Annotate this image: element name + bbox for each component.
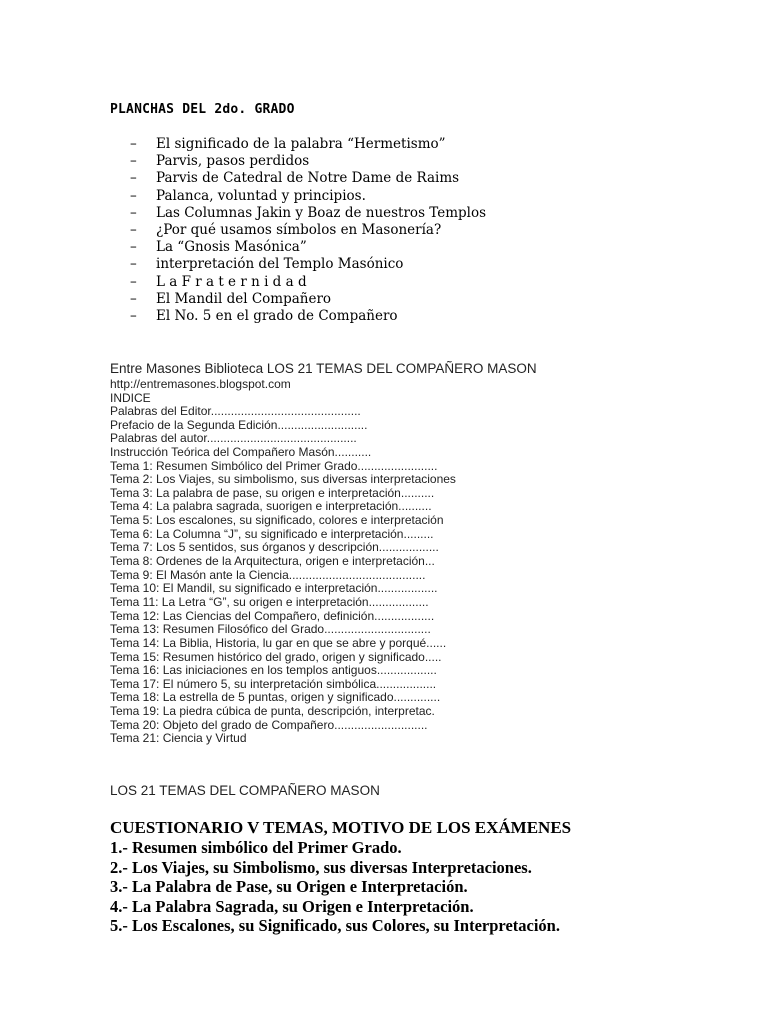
list-item	[130, 239, 486, 256]
list-item	[130, 153, 486, 170]
list-item	[130, 136, 486, 153]
cuestionario-title: CUESTIONARIO V TEMAS, MOTIVO DE LOS EXÁMENES	[110, 818, 572, 837]
list-item-text: Parvis, pasos perdidos	[156, 153, 310, 170]
list-item-text: El No. 5 en el grado de Compañero	[156, 307, 398, 324]
toc-entry: Tema 19: La piedra cúbica de punta, descripción, interpretac.	[110, 704, 435, 719]
list-item	[130, 170, 486, 187]
list-item: 2.- Los Viajes, su Simbolismo, sus diversas Interpretaciones.	[110, 857, 532, 877]
planchas-title: PLANCHAS DEL 2do. GRADO	[110, 102, 295, 117]
list-item	[130, 308, 486, 325]
list-item	[130, 188, 486, 205]
toc-entry: Tema 5: Los escalones, su significado, colores e interpretación	[110, 513, 444, 528]
toc-entry: Tema 18: La estrella de 5 puntas, origen y significado..............	[110, 690, 441, 705]
toc-entry: Tema 7: Los 5 sentidos, sus órganos y descripción..................	[110, 540, 439, 555]
toc-entry: Tema 21: Ciencia y Virtud	[110, 731, 247, 746]
list-item-text: La “Gnosis Masónica”	[156, 239, 307, 256]
toc-entry: Tema 6: La Columna “J”, su significado e interpretación.........	[110, 526, 434, 541]
toc-entry: Tema 15: Resumen histórico del grado, origen y significado.....	[110, 649, 442, 664]
dash-bullet: –	[130, 153, 137, 170]
dash-bullet: –	[130, 187, 137, 204]
toc-entry: Tema 1: Resumen Simbólico del Primer Grado........................	[110, 458, 438, 473]
toc-entry: Tema 10: El Mandil, su significado e interpretación..................	[110, 581, 438, 596]
dash-bullet: –	[130, 273, 137, 290]
list-item-text: L a F r a t e r n i d a d	[156, 273, 307, 290]
toc-entry: Tema 11: La Letra “G”, su origen e interpretación..................	[110, 594, 429, 609]
toc-entry: Tema 16: Las iniciaciones en los templos antiguos..................	[110, 663, 437, 678]
list-item-text: Palanca, voluntad y principios.	[156, 187, 366, 204]
list-item: 1.- Resumen simbólico del Primer Grado.	[110, 838, 402, 857]
table-of-contents	[110, 405, 537, 746]
toc-entry: Tema 14: La Biblia, Historia, lu gar en que se abre y porqué......	[110, 635, 447, 650]
toc-entry: Instrucción Teórica del Compañero Masón...........	[110, 444, 372, 459]
toc-entry: Tema 20: Objeto del grado de Compañero............................	[110, 717, 428, 732]
index-label: INDICE	[110, 390, 151, 405]
list-item: 3.- La Palabra de Pase, su Origen e Interpretación.	[110, 877, 468, 896]
biblioteca-url: http://entremasones.blogspot.com	[110, 377, 291, 391]
list-item-text: El significado de la palabra “Hermetismo”	[156, 136, 446, 152]
biblioteca-section	[110, 360, 537, 746]
list-item: 5.- Los Escalones, su Significado, sus Colores, su Interpretación.	[110, 916, 560, 935]
toc-entry: Tema 4: La palabra sagrada, suorigen e interpretación..........	[110, 499, 432, 514]
toc-entry: Tema 9: El Masón ante la Ciencia.........................................	[110, 567, 426, 582]
toc-entry: Tema 2: Los Viajes, su simbolismo, sus diversas interpretaciones	[110, 472, 456, 487]
list-item	[130, 274, 486, 291]
list-item-text: El Mandil del Compañero	[156, 290, 332, 307]
dash-bullet: –	[130, 204, 137, 221]
dash-bullet: –	[130, 290, 137, 307]
biblioteca-title: Entre Masones Biblioteca LOS 21 TEMAS DEL COMPAÑERO MASON	[110, 361, 537, 376]
toc-entry: Tema 8: Ordenes de la Arquitectura, origen e interpretación...	[110, 554, 435, 569]
list-item-text: Parvis de Catedral de Notre Dame de Raims	[156, 170, 460, 187]
dash-bullet: –	[130, 239, 137, 256]
dash-bullet: –	[130, 256, 137, 273]
dash-bullet: –	[130, 136, 137, 152]
toc-entry: Tema 17: El número 5, su interpretación simbólica..................	[110, 676, 437, 691]
toc-entry: Tema 12: Las Ciencias del Compañero, definición..................	[110, 608, 435, 623]
dash-bullet: –	[130, 307, 137, 324]
toc-entry: Prefacio de la Segunda Edición...........................	[110, 417, 368, 432]
list-item	[130, 291, 486, 308]
cuestionario-section	[110, 817, 571, 936]
planchas-list	[130, 136, 486, 325]
dash-bullet: –	[130, 170, 137, 187]
list-item	[130, 256, 486, 273]
cuestionario-list	[110, 838, 571, 936]
toc-entry: Palabras del autor.............................................	[110, 431, 357, 446]
list-item	[130, 222, 486, 239]
temas-heading: LOS 21 TEMAS DEL COMPAÑERO MASON	[110, 783, 380, 798]
dash-bullet: –	[130, 221, 137, 238]
list-item	[130, 205, 486, 222]
toc-entry: Palabras del Editor.............................................	[110, 404, 361, 418]
list-item-text: Las Columnas Jakin y Boaz de nuestros Templos	[156, 204, 487, 221]
toc-entry: Tema 3: La palabra de pase, su origen e interpretación..........	[110, 485, 435, 500]
list-item-text: interpretación del Templo Masónico	[156, 256, 404, 273]
toc-entry: Tema 13: Resumen Filosófico del Grado................................	[110, 622, 431, 637]
list-item-text: ¿Por qué usamos símbolos en Masonería?	[156, 221, 442, 238]
list-item: 4.- La Palabra Sagrada, su Origen e Interpretación.	[110, 896, 474, 916]
